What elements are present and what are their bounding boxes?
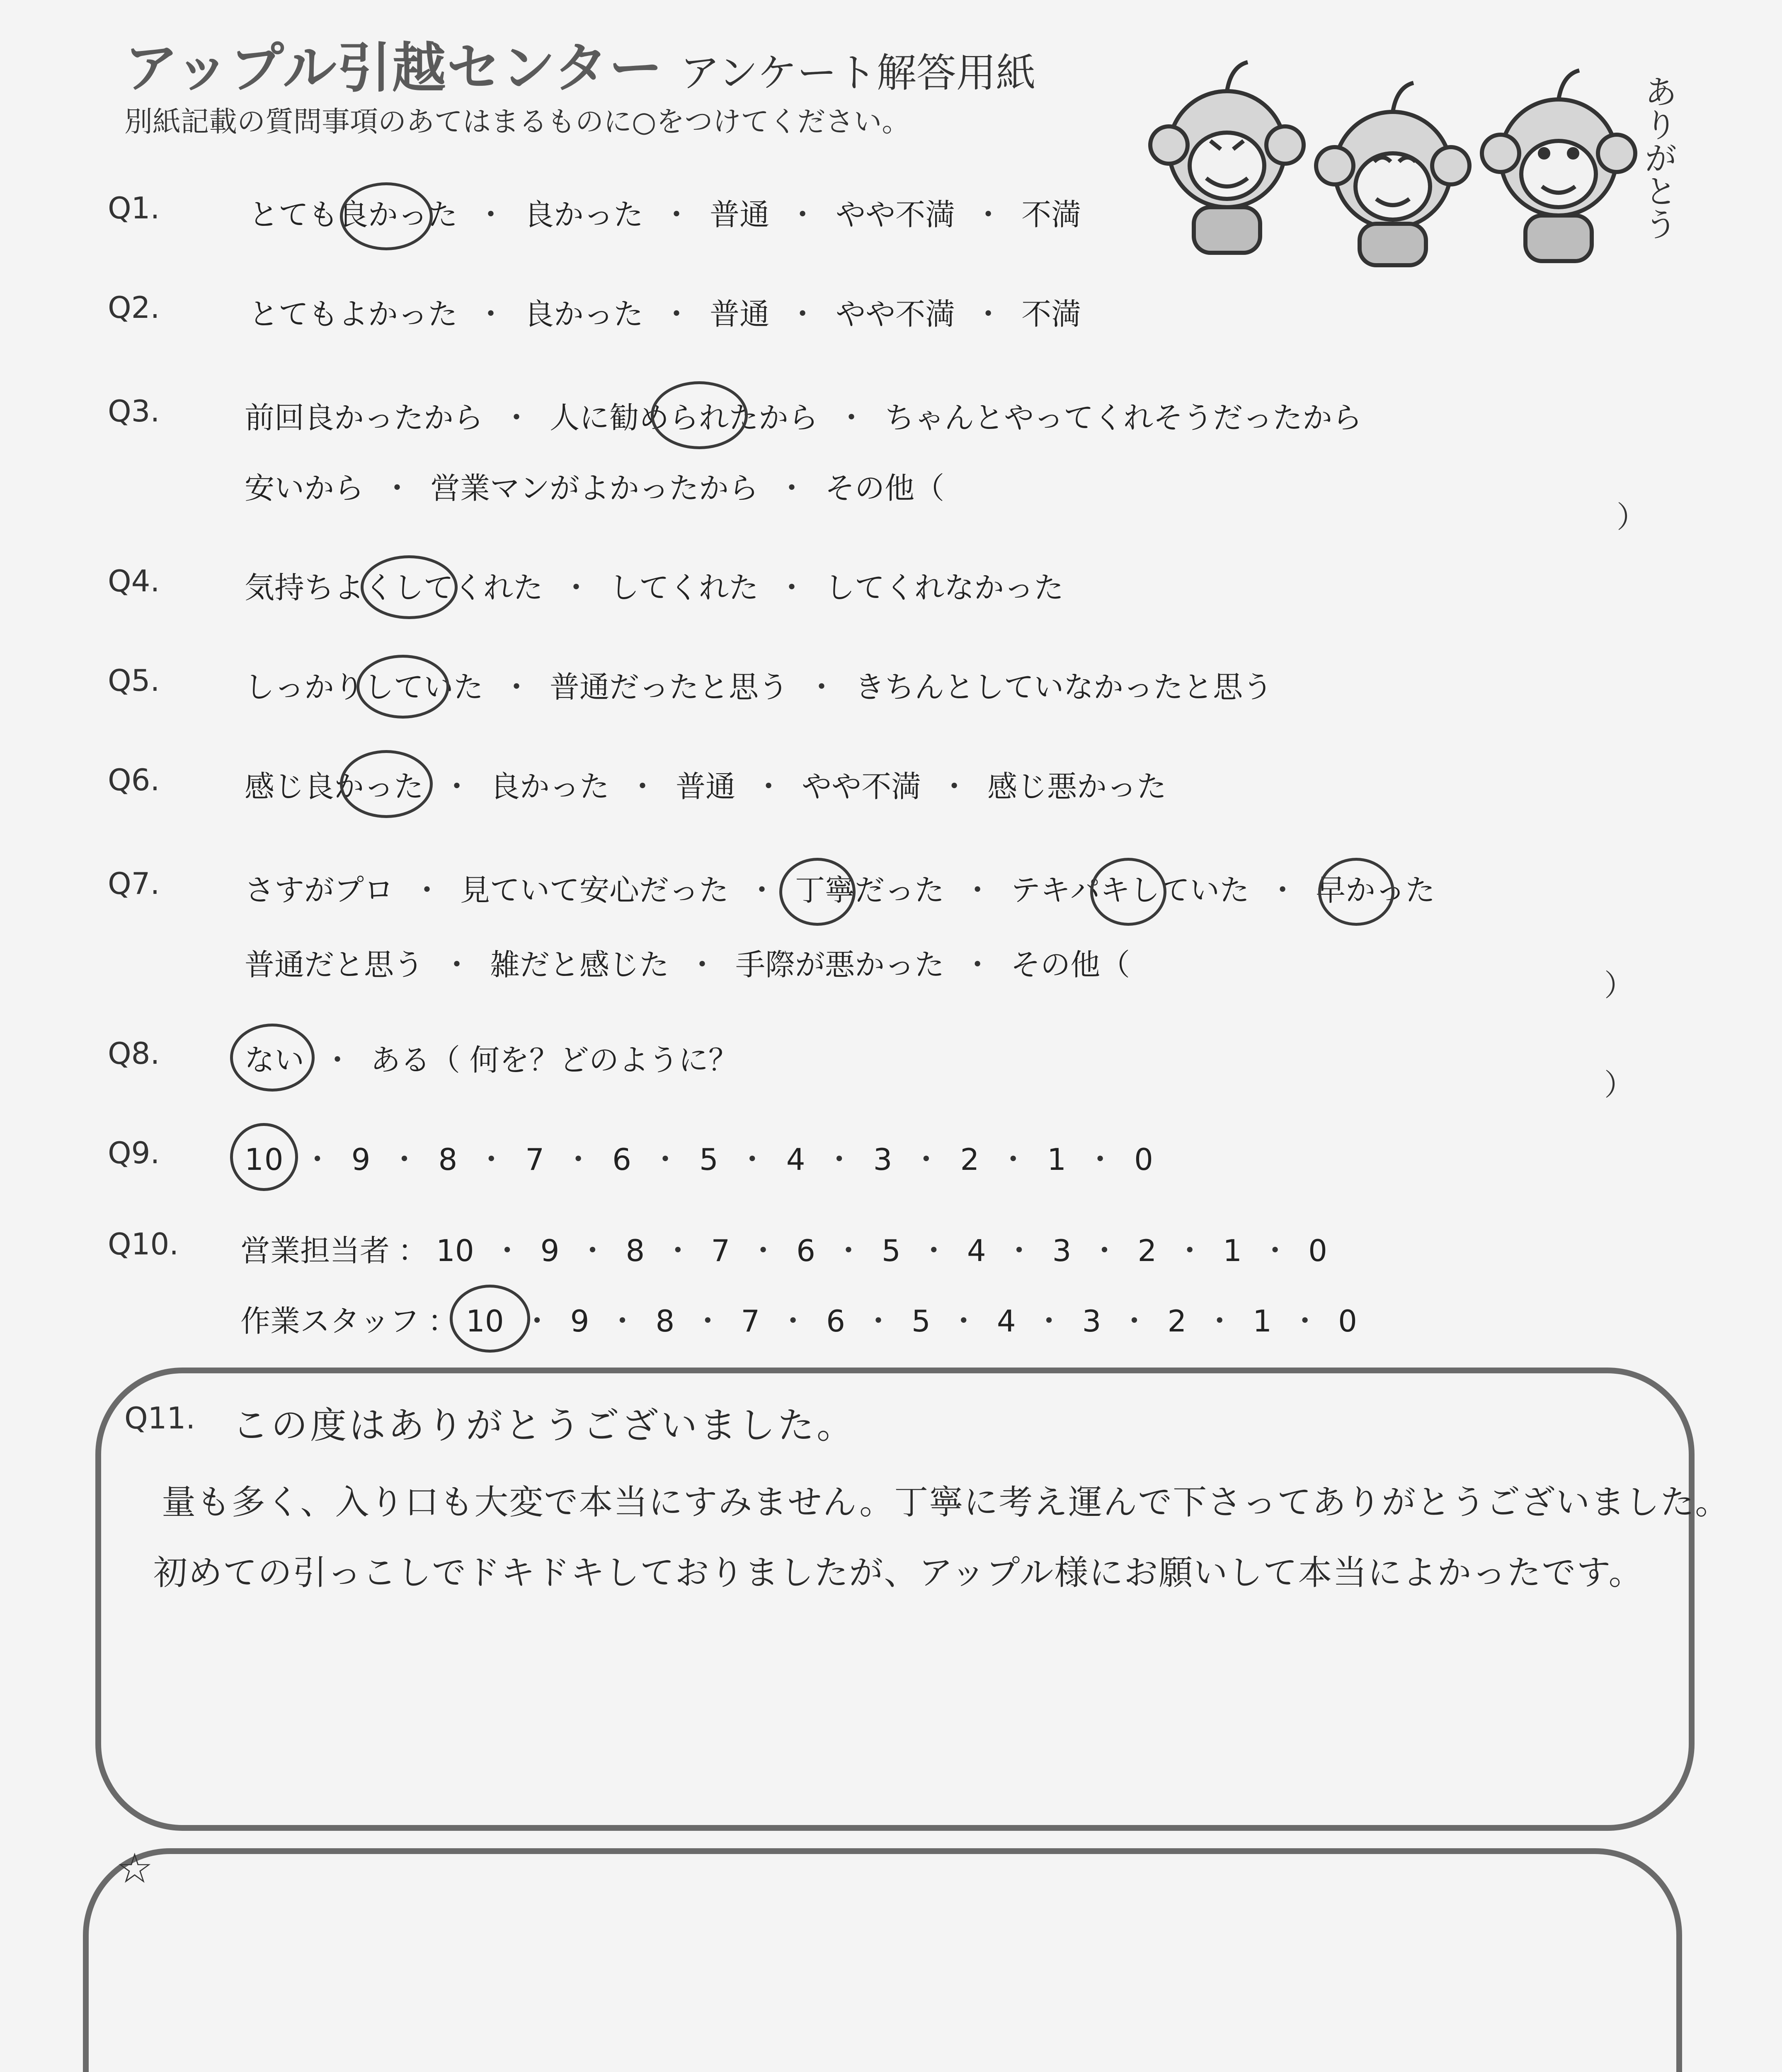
q5-option-1[interactable]: しっかりしていた	[245, 670, 484, 704]
header-title	[124, 25, 1036, 102]
q10-sales-score-5[interactable]: 5	[881, 1233, 901, 1268]
question-q4	[0, 564, 1782, 609]
q7-circle-mark-3	[1318, 858, 1394, 926]
q6-option-3[interactable]: 普通	[676, 769, 736, 804]
q10-sales-score-1[interactable]: 1	[1223, 1233, 1242, 1268]
q5-option-2[interactable]: 普通だったと思う	[550, 670, 789, 704]
q10-sales-label: 営業担当者	[240, 1233, 390, 1268]
q2-options: とてもよかった ・ 良かった ・ 普通 ・ やや不満 ・ 不満	[249, 290, 1081, 333]
q7-option-1[interactable]: さすがプロ	[245, 873, 394, 908]
q10-label: Q10.	[108, 1227, 179, 1261]
q9-score-8[interactable]: 8	[438, 1142, 458, 1177]
form-name: アンケート解答用紙	[680, 50, 1036, 96]
q10-staff-score-3[interactable]: 3	[1082, 1304, 1101, 1339]
q10-staff-score-10[interactable]: 10	[466, 1304, 504, 1339]
question-q3-line2	[0, 464, 1782, 510]
q2-option-2[interactable]: 良かった	[524, 297, 644, 332]
q10-sales-score-7[interactable]: 7	[711, 1233, 730, 1268]
question-q5	[0, 663, 1782, 709]
q2-option-5[interactable]: 不満	[1021, 297, 1081, 332]
q2-option-1[interactable]: とてもよかった	[249, 297, 458, 332]
notes-box[interactable]	[83, 1848, 1682, 2072]
q7-option-5[interactable]: 早かった	[1316, 873, 1435, 908]
q10-sales-score-9[interactable]: 9	[540, 1233, 560, 1268]
q9-circle-mark	[230, 1123, 298, 1191]
q10-staff-score-7[interactable]: 7	[741, 1304, 760, 1339]
q3-option-2[interactable]: 人に勧められたから	[550, 400, 819, 435]
q10-staff-row: 作業スタッフ ： 10 ・ 9 ・ 8 ・ 7 ・ 6 ・ 5 ・ 4 ・ 3 ・ 2 ・ 1 ・ 0	[240, 1297, 1357, 1340]
question-q10	[0, 1227, 1782, 1272]
q1-options: とても良かった ・ 良かった ・ 普通 ・ やや不満 ・ 不満	[249, 191, 1081, 234]
q9-score-2[interactable]: 2	[960, 1142, 980, 1177]
monkey-mascot-middle	[1316, 83, 1469, 265]
q10-sales-score-3[interactable]: 3	[1052, 1233, 1072, 1268]
q8-options: ない ・ ある（ 何を？どのように？	[245, 1036, 738, 1079]
question-q10-staff	[0, 1297, 1782, 1343]
q9-score-5[interactable]: 5	[699, 1142, 719, 1177]
q5-options: しっかりしていた ・ 普通だったと思う ・ きちんとしていなかったと思う	[245, 663, 1273, 706]
q6-options: 感じ良かった ・ 良かった ・ 普通 ・ やや不満 ・ 感じ悪かった	[245, 762, 1166, 806]
q8-option-1[interactable]: ない	[245, 1043, 305, 1077]
q3-options-line2: 安いから ・ 営業マンがよかったから ・ その他（	[245, 464, 944, 507]
q11-label: Q11.	[124, 1401, 196, 1435]
comment-line-2: 量も多く、入り口も大変で本当にすみません。丁寧に考え運んで下さってありがとうございました。	[162, 1483, 1730, 1522]
q10-sales-score-2[interactable]: 2	[1137, 1233, 1157, 1268]
q7-option-9[interactable]: その他（	[1011, 947, 1130, 982]
q7-label: Q7.	[108, 866, 160, 901]
q7-options-line2: 普通だと思う ・ 雑だと感じた ・ 手際が悪かった ・ その他（	[245, 941, 1130, 984]
q9-score-0[interactable]: 0	[1134, 1142, 1154, 1177]
q10-staff-score-1[interactable]: 1	[1253, 1304, 1272, 1339]
q4-circle-mark	[361, 555, 458, 619]
q9-score-6[interactable]: 6	[612, 1142, 632, 1177]
q10-staff-score-0[interactable]: 0	[1338, 1304, 1357, 1339]
q3-option-4[interactable]: 安いから	[245, 471, 364, 506]
q7-circle-mark-2	[1090, 858, 1166, 926]
q10-staff-score-4[interactable]: 4	[996, 1304, 1016, 1339]
q10-sales-score-4[interactable]: 4	[967, 1233, 986, 1268]
q3-options-line1: 前回良かったから ・ 人に勧められたから ・ ちゃんとやってくれそうだったから	[245, 394, 1362, 437]
q10-staff-score-2[interactable]: 2	[1167, 1304, 1187, 1339]
star-icon: ☆	[116, 1844, 153, 1893]
q9-score-3[interactable]: 3	[873, 1142, 893, 1177]
q4-label: Q4.	[108, 564, 160, 598]
q6-option-2[interactable]: 良かった	[490, 769, 610, 804]
q3-option-1[interactable]: 前回良かったから	[245, 400, 484, 435]
q4-option-2[interactable]: してくれた	[609, 570, 759, 605]
q10-staff-score-5[interactable]: 5	[911, 1304, 931, 1339]
q10-staff-circle-mark	[450, 1285, 530, 1353]
q3-option-5[interactable]: 営業マンがよかったから	[430, 471, 759, 506]
q9-scale: 10 ・ 9 ・ 8 ・ 7 ・ 6 ・ 5 ・ 4 ・ 3 ・ 2 ・ 1 ・ 0	[245, 1142, 1154, 1177]
q8-label: Q8.	[108, 1036, 160, 1071]
q10-staff-score-9[interactable]: 9	[570, 1304, 589, 1339]
question-q1	[0, 191, 1782, 236]
q8-close-paren: ）	[1604, 1067, 1634, 1102]
q7-option-2[interactable]: 見ていて安心だった	[460, 873, 729, 908]
q3-option-3[interactable]: ちゃんとやってくれそうだったから	[885, 400, 1363, 435]
q7-circle-mark-1	[779, 858, 856, 926]
q10-sales-score-8[interactable]: 8	[626, 1233, 645, 1268]
q6-option-1[interactable]: 感じ良かった	[245, 769, 424, 804]
q5-option-3[interactable]: きちんとしていなかったと思う	[855, 670, 1273, 704]
question-q7	[0, 866, 1782, 912]
q7-option-3[interactable]: 丁寧だった	[795, 873, 945, 908]
q4-options: 気持ちよくしてくれた ・ してくれた ・ してくれなかった	[245, 564, 1064, 607]
brand-name: アップル引越センター	[124, 36, 664, 99]
q3-circle-mark	[651, 381, 748, 449]
instruction-text: 別紙記載の質問事項のあてはまるものに○をつけてください。	[124, 106, 910, 138]
q2-option-3[interactable]: 普通	[710, 297, 770, 332]
q7-option-6[interactable]: 普通だと思う	[245, 947, 424, 982]
q9-score-9[interactable]: 9	[351, 1142, 371, 1177]
q1-option-4[interactable]: やや不満	[836, 197, 955, 232]
q7-option-4[interactable]: テキパキしていた	[1011, 873, 1250, 908]
q3-close-paren: ）	[1617, 500, 1647, 535]
q7-option-8[interactable]: 手際が悪かった	[735, 947, 945, 982]
q1-label: Q1.	[108, 191, 160, 225]
q1-circle-mark	[340, 182, 433, 250]
question-q7-line2	[0, 941, 1782, 986]
q4-option-3[interactable]: してくれなかった	[825, 570, 1064, 605]
q6-label: Q6.	[108, 762, 160, 797]
comment-line-3: 初めての引っこしでドキドキしておりましたが、アップル様にお願いして本当によかったです。	[153, 1553, 1644, 1593]
q8-circle-mark	[230, 1024, 315, 1092]
q2-label: Q2.	[108, 290, 160, 325]
q10-sales-row: 営業担当者 ： 10 ・ 9 ・ 8 ・ 7 ・ 6 ・ 5 ・ 4 ・ 3 ・ 2 ・ 1 ・ 0	[240, 1227, 1327, 1270]
q9-score-7[interactable]: 7	[525, 1142, 546, 1177]
q10-staff-score-8[interactable]: 8	[655, 1304, 675, 1339]
q3-label: Q3.	[108, 394, 160, 428]
q1-option-2[interactable]: 良かった	[524, 197, 644, 232]
q3-option-6[interactable]: その他（	[825, 471, 945, 506]
q7-options-line1: さすがプロ ・ 見ていて安心だった ・ 丁寧だった ・ テキパキしていた ・ 早かった	[245, 866, 1435, 909]
q1-option-3[interactable]: 普通	[710, 197, 770, 232]
q10-sales-score-0[interactable]: 0	[1308, 1233, 1327, 1268]
question-q6	[0, 762, 1782, 808]
q1-option-1[interactable]: とても良かった	[249, 197, 458, 232]
q10-staff-label: 作業スタッフ	[240, 1304, 420, 1339]
q10-sales-score-10[interactable]: 10	[436, 1233, 474, 1268]
q8-option-2[interactable]: ある（ 何を？どのように？	[371, 1043, 738, 1077]
q7-close-paren: ）	[1604, 968, 1634, 1003]
q6-option-4[interactable]: やや不満	[802, 769, 921, 804]
q6-circle-mark	[340, 750, 433, 818]
q9-label: Q9.	[108, 1135, 160, 1170]
q4-option-1[interactable]: 気持ちよくしてくれた	[245, 570, 543, 605]
question-q2	[0, 290, 1782, 336]
q10-staff-score-6[interactable]: 6	[826, 1304, 845, 1339]
q5-circle-mark	[356, 655, 449, 719]
q6-option-5[interactable]: 感じ悪かった	[987, 769, 1167, 804]
q9-score-1[interactable]: 1	[1047, 1142, 1067, 1177]
q10-sales-score-6[interactable]: 6	[796, 1233, 815, 1268]
q2-option-4[interactable]: やや不満	[836, 297, 955, 332]
mascot-caption: ありがとう	[1639, 75, 1678, 240]
q5-label: Q5.	[108, 663, 160, 698]
q7-option-7[interactable]: 雑だと感じた	[490, 947, 669, 982]
question-q3	[0, 394, 1782, 439]
q1-option-5[interactable]: 不満	[1021, 197, 1081, 232]
comment-line-1: この度はありがとうございました。	[232, 1404, 856, 1447]
q9-score-10[interactable]: 10	[245, 1142, 284, 1177]
q9-score-4[interactable]: 4	[786, 1142, 806, 1177]
